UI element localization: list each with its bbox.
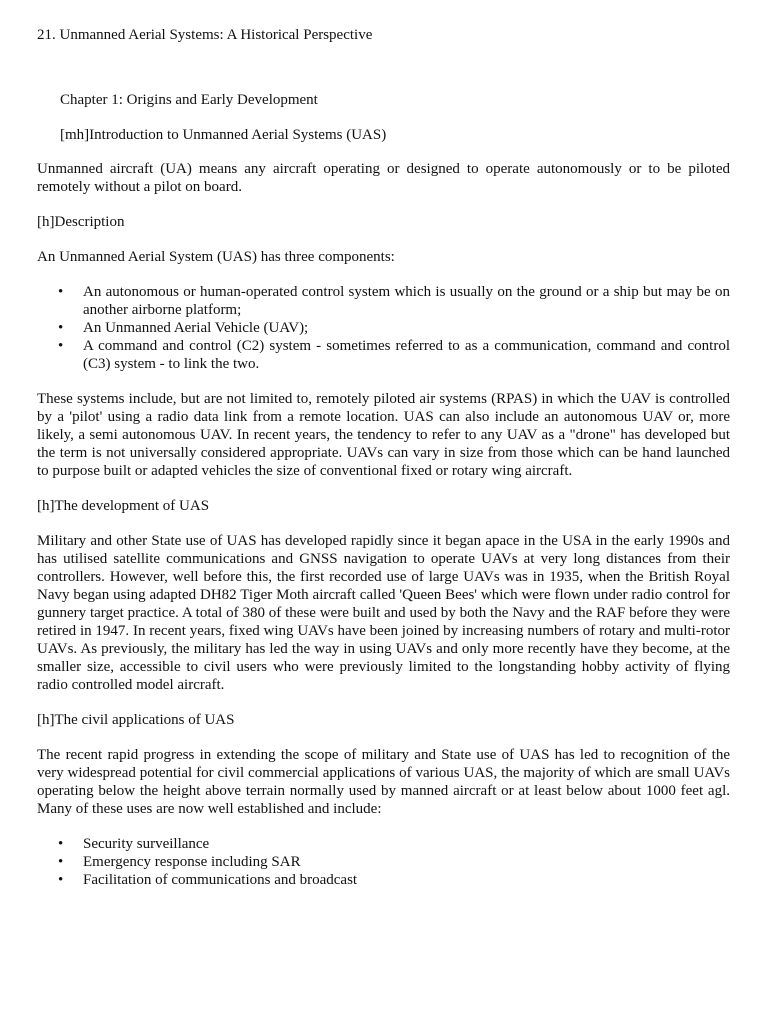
list-item-text: Security surveillance [83, 836, 210, 852]
list-item [37, 337, 730, 373]
bullet-icon: • [58, 338, 64, 354]
section-heading-introduction: [mh]Introduction to Unmanned Aerial Systems (UAS) [60, 127, 387, 143]
chapter-heading: Chapter 1: Origins and Early Development [60, 92, 318, 108]
document-title: 21. Unmanned Aerial Systems: A Historical Perspective [37, 27, 373, 43]
bullet-icon: • [58, 854, 64, 870]
civil-paragraph: The recent rapid progress in extending the scope of military and State use of UAS has led to recognition of the very widespread potential for civil commercial applications of various UAS, the majority of which are small UAVs operating below the height above terrain normally used by manned aircraft or at least below about 1000 feet agl. Many of these uses are now well established and include: [37, 747, 730, 817]
list-item [37, 871, 730, 889]
bullet-icon: • [58, 836, 64, 852]
list-item [37, 319, 730, 337]
civil-uses-list [37, 835, 730, 889]
components-lead: An Unmanned Aerial System (UAS) has three components: [37, 249, 395, 265]
bullet-icon: • [58, 284, 64, 300]
subheading-civil-applications: [h]The civil applications of UAS [37, 712, 235, 728]
subheading-development: [h]The development of UAS [37, 498, 210, 514]
list-item [37, 853, 730, 871]
list-item-text: Emergency response including SAR [83, 854, 301, 870]
list-item [37, 835, 730, 853]
bullet-icon: • [58, 320, 64, 336]
components-list [37, 283, 730, 373]
list-item [37, 283, 730, 319]
list-item-text: Facilitation of communications and broadcast [83, 872, 358, 888]
development-paragraph: Military and other State use of UAS has developed rapidly since it began apace in the USA in the early 1990s and has utilised satellite communications and GNSS navigation to operate UAVs at very long distances from their controllers. However, well before this, the first recorded use of large UAVs was in 1935, when the British Royal Navy began using adapted DH82 Tiger Moth aircraft called 'Queen Bees' which were flown under radio control for gunnery target practice. A total of 380 of these were built and used by both the Navy and the RAF before they were retired in 1947. In recent years, fixed wing UAVs have been joined by increasing numbers of rotary and multi-rotor UAVs. As previously, the military has led the way in using UAVs and only more recently have they become, at the smaller size, accessible to civil users who were previously limited to the longstanding hobby activity of flying radio controlled model aircraft. [37, 533, 730, 693]
bullet-icon: • [58, 872, 64, 888]
intro-paragraph: Unmanned aircraft (UA) means any aircraft operating or designed to operate autonomously or to be piloted remotely without a pilot on board. [37, 161, 730, 195]
document-page [37, 26, 730, 889]
list-item-text: A command and control (C2) system - sometimes referred to as a communication, command and control (C3) system - to link the two. [83, 338, 730, 372]
list-item-text: An Unmanned Aerial Vehicle (UAV); [83, 320, 309, 336]
systems-paragraph: These systems include, but are not limited to, remotely piloted air systems (RPAS) in which the UAV is controlled by a 'pilot' using a radio data link from a remote location. UAS can also include an autonomous UAV or, more likely, a semi autonomous UAV. In recent years, the tendency to refer to any UAV as a "drone" has developed but the term is not universally considered appropriate. UAVs can vary in size from those which can be hand launched to purpose built or adapted vehicles the size of conventional fixed or rotary wing aircraft. [37, 391, 730, 479]
list-item-text: An autonomous or human-operated control system which is usually on the ground or a ship but may be on another airborne platform; [83, 284, 730, 318]
subheading-description: [h]Description [37, 214, 125, 230]
